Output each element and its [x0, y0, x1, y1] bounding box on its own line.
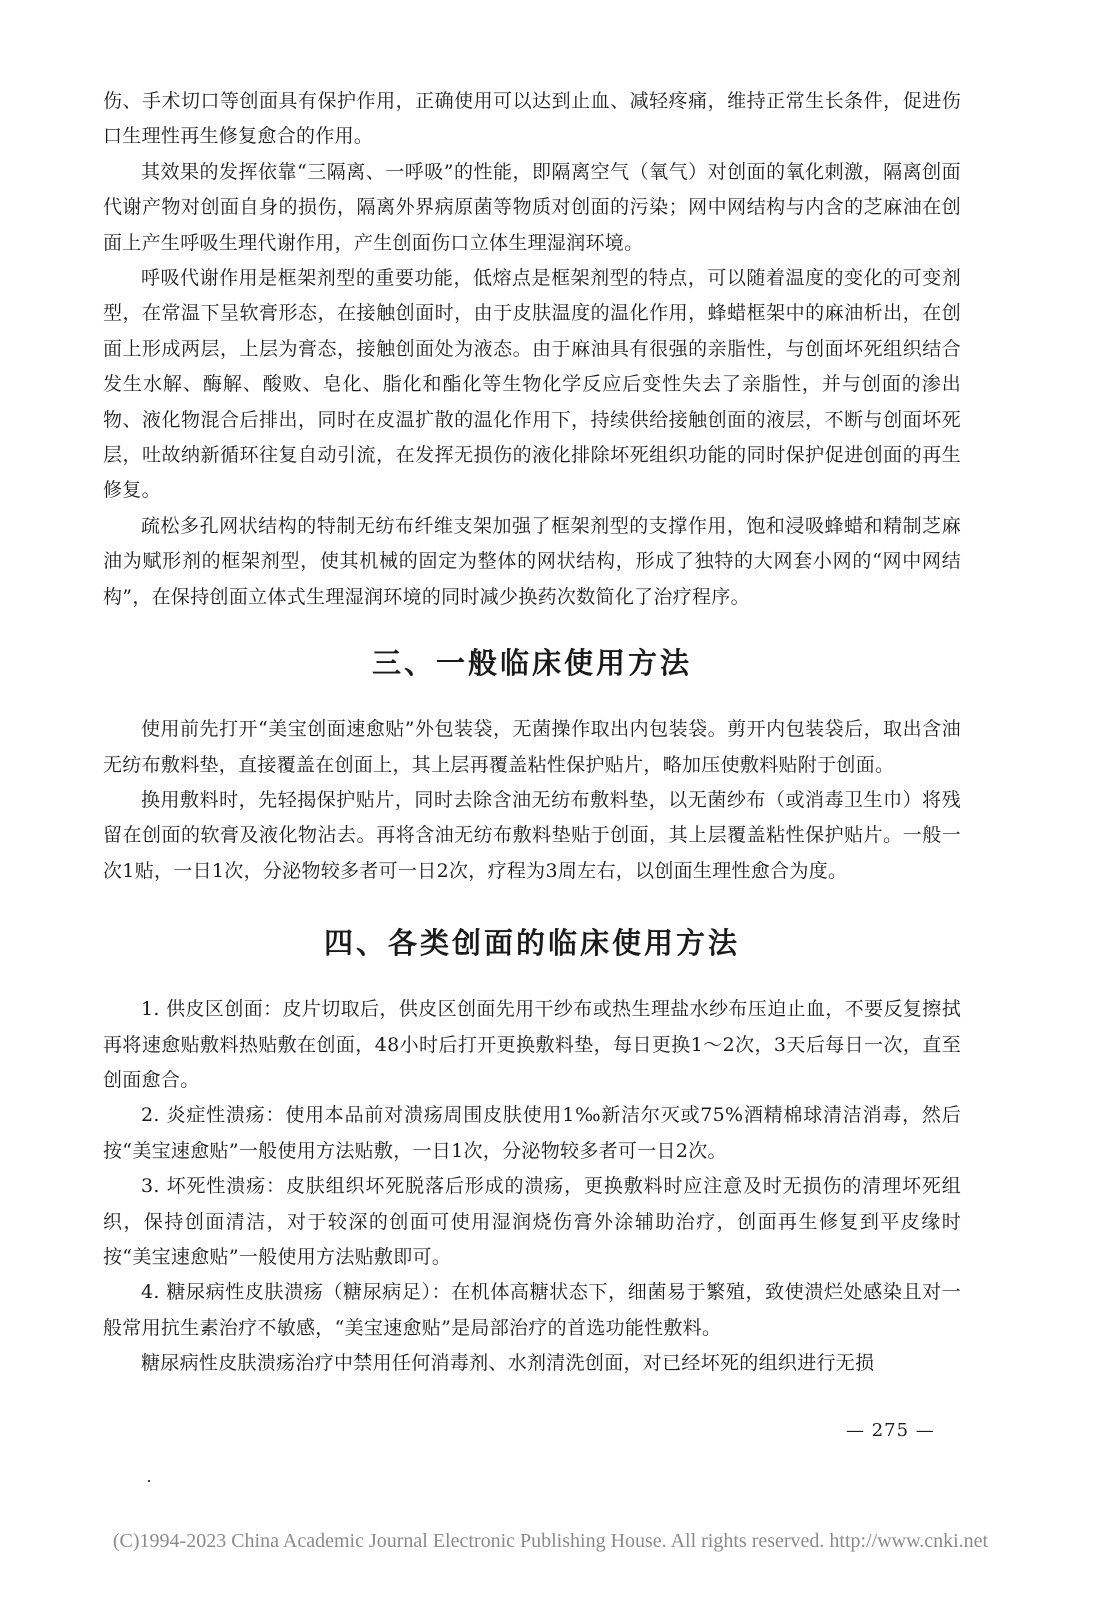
body-paragraph: 1. 供皮区创面：皮片切取后，供皮区创面先用干纱布或热生理盐水纱布压迫止血，不要反复擦拭再将速愈贴敷料热贴敷在创面，48小时后打开更换敷料垫，每日更换1～2次，3天后每日一次，直至创面愈合。: [103, 998, 961, 1091]
body-paragraph: 4. 糖尿病性皮肤溃疡（糖尿病足）：在机体高糖状态下，细菌易于繁殖，致使溃烂处感染且对一般常用抗生素治疗不敏感，“美宝速愈贴”是局部治疗的首选功能性敷料。: [103, 1281, 961, 1339]
copyright-footer: (C)1994-2023 China Academic Journal Electronic Publishing House. All rights reserved. http://www.cnki.net: [112, 1530, 989, 1552]
body-paragraph: 伤、手术切口等创面具有保护作用，正确使用可以达到止血、减轻疼痛，维持正常生长条件，促进伤口生理性再生修复愈合的作用。: [103, 90, 961, 148]
body-paragraph: 其效果的发挥依靠“三隔离、一呼吸”的性能，即隔离空气（氧气）对创面的氧化刺激，隔离创面代谢产物对创面自身的损伤，隔离外界病原菌等物质对创面的污染；网中网结构与内含的芝麻油在创面上产生呼吸生理代谢作用，产生创面伤口立体生理湿润环境。: [103, 160, 961, 254]
body-paragraph: 疏松多孔网状结构的特制无纺布纤维支架加强了框架剂型的支撑作用，饱和浸吸蜂蜡和精制芝麻油为赋形剂的框架剂型，使其机械的固定为整体的网状结构，形成了独特的大网套小网的“网中网结构”，在保持创面立体式生理湿润环境的同时减少换药次数简化了治疗程序。: [103, 514, 961, 608]
body-paragraph: 换用敷料时，先轻揭保护贴片，同时去除含油无纺布敷料垫，以无菌纱布（或消毒卫生巾）将残留在创面的软膏及液化物沾去。再将含油无纺布敷料垫贴于创面，其上层覆盖粘性保护贴片。一般一次1贴，一日1次，分泌物较多者可一日2次，疗程为3周左右，以创面生理性愈合为度。: [103, 788, 961, 882]
body-paragraph: 呼吸代谢作用是框架剂型的重要功能，低熔点是框架剂型的特点，可以随着温度的变化的可变剂型，在常温下呈软膏形态，在接触创面时，由于皮肤温度的温化作用，蜂蜡框架中的麻油析出，在创面上形成两层，上层为膏态，接触创面处为液态。由于麻油具有很强的亲脂性，与创面坏死组织结合发生水解、酶解、酸败、皂化、脂化和酯化等生物化学反应后变性失去了亲脂性，并与创面的渗出物、液化物混合后排出，同时在皮温扩散的温化作用下，持续供给接触创面的液层，不断与创面坏死层，吐故纳新循环往复自动引流，在发挥无损伤的液化排除坏死组织功能的同时保护促进创面的再生修复。: [103, 267, 961, 502]
section-heading: 四、各类创面的临床使用方法: [323, 926, 740, 961]
page-body: [103, 84, 961, 1382]
page-number: — 275 —: [846, 1420, 935, 1441]
body-paragraph: 3. 坏死性溃疡：皮肤组织坏死脱落后形成的溃疡，更换敷料时应注意及时无损伤的清理坏死组织，保持创面清洁，对于较深的创面可使用湿润烧伤膏外涂辅助治疗，创面再生修复到平皮缘时按“美宝速愈贴”一般使用方法贴敷即可。: [103, 1175, 961, 1268]
scan-speck: [148, 1480, 150, 1482]
section-heading: 三、一般临床使用方法: [371, 646, 692, 681]
body-paragraph: 2. 炎症性溃疡：使用本品前对溃疡周围皮肤使用1‰新洁尔灭或75%酒精棉球清洁消毒，然后按“美宝速愈贴”一般使用方法贴敷，一日1次，分泌物较多者可一日2次。: [103, 1104, 961, 1162]
body-paragraph: 使用前先打开“美宝创面速愈贴”外包装袋，无菌操作取出内包装袋。剪开内包装袋后，取出含油无纺布敷料垫，直接覆盖在创面上，其上层再覆盖粘性保护贴片，略加压使敷料贴附于创面。: [103, 718, 961, 776]
body-paragraph: 糖尿病性皮肤溃疡治疗中禁用任何消毒剂、水剂清洗创面，对已经坏死的组织进行无损: [141, 1352, 875, 1375]
